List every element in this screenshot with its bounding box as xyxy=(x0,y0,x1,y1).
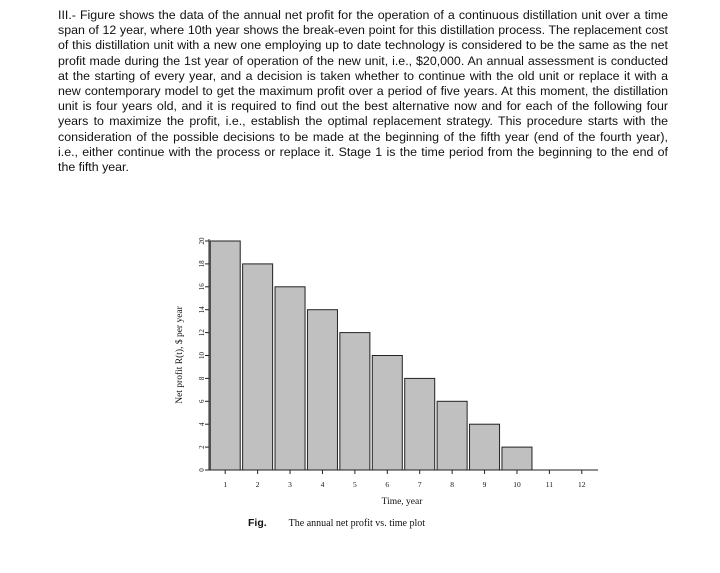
x-tick-label-9: 9 xyxy=(482,480,487,489)
y-axis-label: Net profit R(t), $ per year xyxy=(175,306,185,404)
y-tick-label-14: 14 xyxy=(198,306,206,314)
x-tick-label-5: 5 xyxy=(353,480,357,489)
x-tick-label-6: 6 xyxy=(385,480,390,489)
x-tick-label-1: 1 xyxy=(223,480,228,489)
y-tick-label-2: 2 xyxy=(198,445,206,449)
problem-statement: III.- Figure shows the data of the annual net profit for the operation of a continuous distillation unit over a time span of 12 year, where 10th year shows the break-even point for this distillation process. The replacement cost of this distillation unit with a new one employing up to date technology is considered to be the same as the net profit made during the 1st year of operation of the new unit, i.e., $20,000. An annual assessment is conducted at the starting of every year, and a decision is taken whether to continue with the old unit or replace it with a new contemporary model to get the maximum profit over a period of five years. At this moment, the distillation unit is four years old, and it is required to find out the best alternative now and for each of the following four years to maximize the profit, i.e., establish the optimal replacement strategy. This procedure starts with the consideration of the possible decisions to be made at the beginning of the fifth year (end of the fourth year), i.e., either continue with the process or replace it. Stage 1 is the time period from the beginning to the end of the fifth year. xyxy=(58,8,668,175)
x-tick-label-7: 7 xyxy=(417,480,422,489)
y-tick-label-4: 4 xyxy=(198,422,206,426)
bars-group xyxy=(210,241,532,470)
y-tick-label-6: 6 xyxy=(198,399,206,404)
x-axis-label: Time, year xyxy=(381,497,423,507)
y-tick-label-18: 18 xyxy=(198,260,206,268)
bar-year-2 xyxy=(243,264,273,470)
x-tick-label-3: 3 xyxy=(288,480,292,489)
bar-year-3 xyxy=(275,287,305,470)
bar-year-5 xyxy=(340,333,370,470)
figure-caption-text: The annual net profit vs. time plot xyxy=(288,518,426,529)
x-axis xyxy=(209,470,598,489)
x-tick-label-8: 8 xyxy=(450,480,454,489)
y-axis xyxy=(198,237,209,472)
y-tick-label-0: 0 xyxy=(198,468,206,472)
bar-year-9 xyxy=(470,424,500,470)
x-tick-label-4: 4 xyxy=(320,480,325,489)
y-tick-label-10: 10 xyxy=(198,352,206,359)
x-tick-label-10: 10 xyxy=(513,480,521,489)
figure-caption xyxy=(248,517,425,529)
y-tick-label-12: 12 xyxy=(198,329,206,337)
bar-year-10 xyxy=(502,447,532,470)
bar-year-4 xyxy=(307,310,337,470)
bar-year-1 xyxy=(210,241,240,470)
y-tick-label-8: 8 xyxy=(198,376,206,381)
bar-year-7 xyxy=(405,378,435,470)
x-tick-label-12: 12 xyxy=(578,480,586,489)
bar-year-6 xyxy=(372,356,402,471)
bar-year-8 xyxy=(437,401,467,470)
y-tick-label-16: 16 xyxy=(198,283,206,291)
figure-label: Fig. xyxy=(248,517,267,529)
y-tick-label-20: 20 xyxy=(198,237,206,245)
x-tick-label-2: 2 xyxy=(255,480,260,489)
x-tick-label-11: 11 xyxy=(545,480,553,489)
